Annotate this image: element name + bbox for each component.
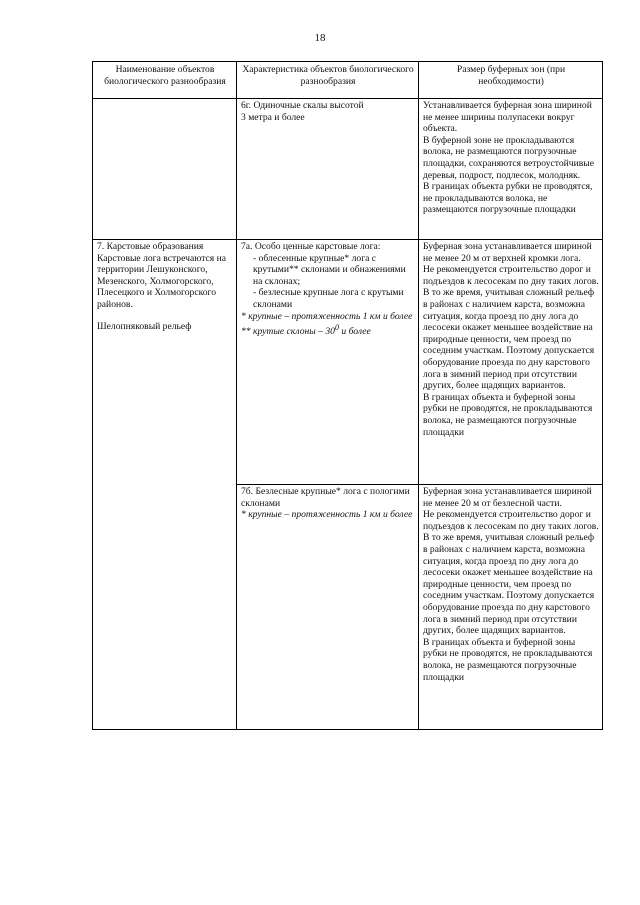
header-object-name: Наименование объектов биологического разнообразия [93,62,237,99]
list-item: - облесенные крупные* лога с крутыми** склонами и обнажениями на склонах; [253,252,406,287]
biodiversity-table [92,61,603,730]
header-object-characteristic: Характеристика объектов биологического разнообразия [237,62,419,99]
cell-char-7b [237,485,419,730]
header-buffer-size: Размер буферных зон (при необходимости) [419,62,603,99]
text-line: 7б. Безлесные крупные* лога с пологими склонами [241,486,410,509]
footnote-text: и более [338,326,371,338]
text-paragraph: В границах объекта и буферной зоны рубки не проводятся, не прокладываются волока, не размещаются погрузочные площадки [423,391,593,438]
list-item-text: безлесные крупные лога с крутыми склонами [253,287,404,310]
text-line: Шелопняковый рельеф [97,320,192,332]
footnote: * крупные – протяженность 1 км и более [241,310,413,322]
degree-superscript: 0 [334,323,339,333]
cell-buffer-6g [419,99,603,240]
text-paragraph: В границах объекта рубки не проводятся, не прокладываются волока, не размещаются погрузочные площадки [423,181,593,216]
footnote-text: ** крутые склоны – 30 [241,326,335,338]
text-line: 7. Карстовые образования [97,241,204,252]
spacer [97,311,233,321]
text-line: 6г. Одиночные скалы высотой [241,100,364,111]
text-paragraph: Устанавливается буферная зона шириной не менее ширины полупасеки вокруг объекта. [423,100,592,135]
text-line: 3 метра и более [241,111,305,123]
text-paragraph: Не рекомендуется строительство дорог и подъездов к лесосекам по дну таких логов. В то же время, учитывая сложный рельеф в районах с наличием карста, возможна ситуация, когда проезд по дну лога до лесосеки окажет меньшее воздействие на природные ценности, чем проезд по соседним участкам. Поэтому допускается оборудование проезда по дну карстового лога в зимний период при отсутствии других, более щадящих вариантов. [423,264,599,392]
footnote: * крупные – протяженность 1 км и более [241,509,413,521]
text-paragraph: Буферная зона устанавливается шириной не менее 20 м от верхней кромки лога. [423,241,592,264]
cell-buffer-7b [419,485,603,730]
cell-name-empty [93,99,237,240]
cell-name-7 [93,240,237,730]
footnote [241,322,415,338]
cell-buffer-7a [419,240,603,485]
text-paragraph: Не рекомендуется строительство дорог и подъездов к лесосекам по дну таких логов. В то же время, учитывая сложный рельеф в районах с наличием карста, возможна ситуация, когда проезд по дну лога до лесосеки окажет меньшее воздействие на природные ценности, чем проезд по соседним участкам. Поэтому допускается оборудование проезда по дну карстового лога в зимний период при отсутствии других, более щадящих вариантов. [423,509,599,637]
table-row [93,240,603,485]
text-paragraph: В буферной зоне не прокладываются волока, не размещаются погрузочные площадки, сохраняются ветроустойчивые деревья, подрост, подлесок, молодняк. [423,134,594,181]
cell-char-6g [237,99,419,240]
table-row [93,99,603,240]
cell-char-7a [237,240,419,485]
table-header-row [93,62,603,99]
list-item-text: облесенные крупные* лога с крутыми** склонами и обнажениями на склонах; [253,252,406,287]
text-paragraph: Карстовые лога встречаются на территории Лешуконского, Мезенского, Холмогорского, Плесецкого и Холмогорского районов. [97,252,227,310]
text-line: 7а. Особо ценные карстовые лога: [241,241,381,252]
page-number: 18 [314,32,326,44]
text-paragraph: В границах объекта и буферной зоны рубки не проводятся, не прокладываются волока, не размещаются погрузочные площадки [423,636,593,683]
text-paragraph: Буферная зона устанавливается шириной не менее 20 м от безлесной части. [423,486,592,509]
list-item: - безлесные крупные лога с крутыми склонами [253,287,404,310]
